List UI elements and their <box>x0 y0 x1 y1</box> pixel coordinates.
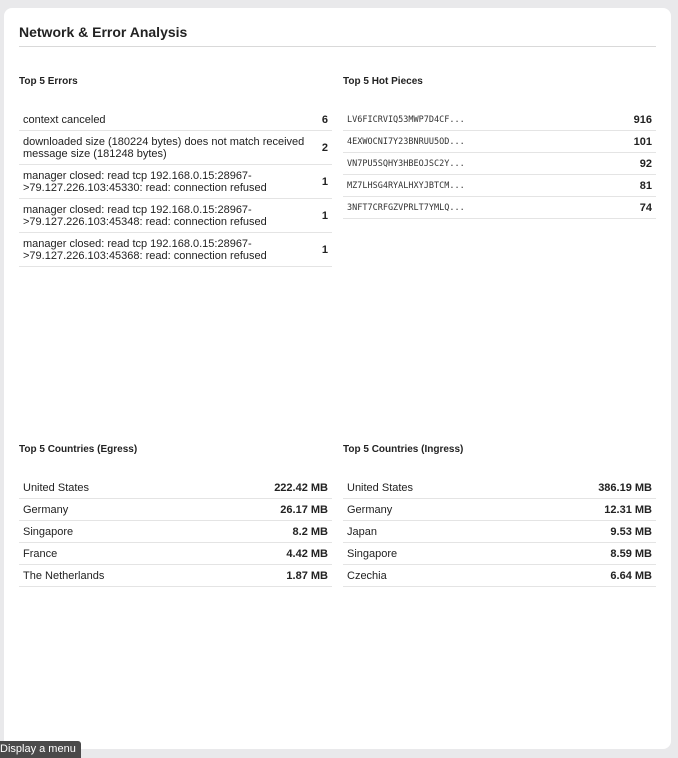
hot-pieces-section <box>343 75 656 219</box>
traffic-size: 6.64 MB <box>610 569 652 582</box>
errors-section <box>19 75 332 267</box>
error-label: context canceled <box>23 113 106 126</box>
error-label: manager closed: read tcp 192.168.0.15:28967->79.127.226.103:45348: read: connection refused <box>23 203 267 228</box>
hot-piece-row <box>343 197 656 219</box>
country-name: Japan <box>347 525 377 538</box>
hot-piece-row <box>343 153 656 175</box>
ingress-row <box>343 477 656 499</box>
egress-title: Top 5 Countries (Egress) <box>19 444 138 455</box>
hot-pieces-list <box>343 109 656 219</box>
piece-id: VN7PU5SQHY3HBEOJSC2Y... <box>347 158 465 169</box>
piece-count: 74 <box>639 201 652 214</box>
traffic-size: 222.42 MB <box>274 481 328 494</box>
hot-piece-row <box>343 131 656 153</box>
country-name: Singapore <box>23 525 74 538</box>
card-title: Network & Error Analysis <box>19 24 188 40</box>
hot-piece-row <box>343 109 656 131</box>
egress-section <box>19 443 332 587</box>
errors-list <box>19 109 332 267</box>
egress-row <box>19 565 332 587</box>
ingress-row <box>343 565 656 587</box>
egress-row <box>19 477 332 499</box>
ingress-section <box>343 443 656 587</box>
error-label: manager closed: read tcp 192.168.0.15:28967->79.127.226.103:45368: read: connection refused <box>23 237 267 262</box>
error-count: 1 <box>321 243 328 256</box>
country-name: The Netherlands <box>23 569 105 582</box>
error-row <box>19 199 332 233</box>
analysis-card <box>4 8 671 749</box>
menu-tooltip: Display a menu <box>0 741 81 758</box>
piece-count: 92 <box>639 157 652 170</box>
traffic-size: 8.2 MB <box>292 525 328 538</box>
error-count: 2 <box>321 141 328 154</box>
country-name: Germany <box>23 503 69 516</box>
egress-row <box>19 543 332 565</box>
traffic-size: 4.42 MB <box>286 547 328 560</box>
piece-count: 81 <box>639 179 652 192</box>
piece-count: 101 <box>633 135 652 148</box>
traffic-size: 8.59 MB <box>610 547 652 560</box>
title-divider <box>19 46 656 47</box>
errors-title: Top 5 Errors <box>19 76 78 87</box>
traffic-size: 26.17 MB <box>280 503 328 516</box>
error-count: 1 <box>321 209 328 222</box>
ingress-title: Top 5 Countries (Ingress) <box>343 444 464 455</box>
error-row <box>19 233 332 267</box>
country-name: United States <box>347 481 414 494</box>
piece-count: 916 <box>633 113 652 126</box>
egress-row <box>19 521 332 543</box>
country-name: Germany <box>347 503 393 516</box>
error-label: downloaded size (180224 bytes) does not match received message size (181248 bytes) <box>23 135 305 160</box>
traffic-size: 9.53 MB <box>610 525 652 538</box>
country-name: United States <box>23 481 90 494</box>
piece-id: 3NFT7CRFGZVPRLT7YMLQ... <box>347 202 465 213</box>
hot-pieces-title: Top 5 Hot Pieces <box>343 76 423 87</box>
egress-list <box>19 477 332 587</box>
traffic-size: 1.87 MB <box>286 569 328 582</box>
error-label: manager closed: read tcp 192.168.0.15:28967->79.127.226.103:45330: read: connection refused <box>23 169 267 194</box>
error-count: 1 <box>321 175 328 188</box>
country-name: Singapore <box>347 547 398 560</box>
piece-id: LV6FICRVIQ53MWP7D4CF... <box>347 114 465 125</box>
error-row <box>19 165 332 199</box>
traffic-size: 386.19 MB <box>598 481 652 494</box>
hot-piece-row <box>343 175 656 197</box>
ingress-row <box>343 543 656 565</box>
egress-row <box>19 499 332 521</box>
ingress-row <box>343 521 656 543</box>
error-count: 6 <box>321 113 328 126</box>
ingress-list <box>343 477 656 587</box>
traffic-size: 12.31 MB <box>604 503 652 516</box>
country-name: France <box>23 547 58 560</box>
country-name: Czechia <box>347 569 387 582</box>
error-row <box>19 109 332 131</box>
error-row <box>19 131 332 165</box>
ingress-row <box>343 499 656 521</box>
piece-id: MZ7LHSG4RYALHXYJBTCM... <box>347 180 465 191</box>
piece-id: 4EXWOCNI7Y23BNRUU5OD... <box>347 136 465 147</box>
